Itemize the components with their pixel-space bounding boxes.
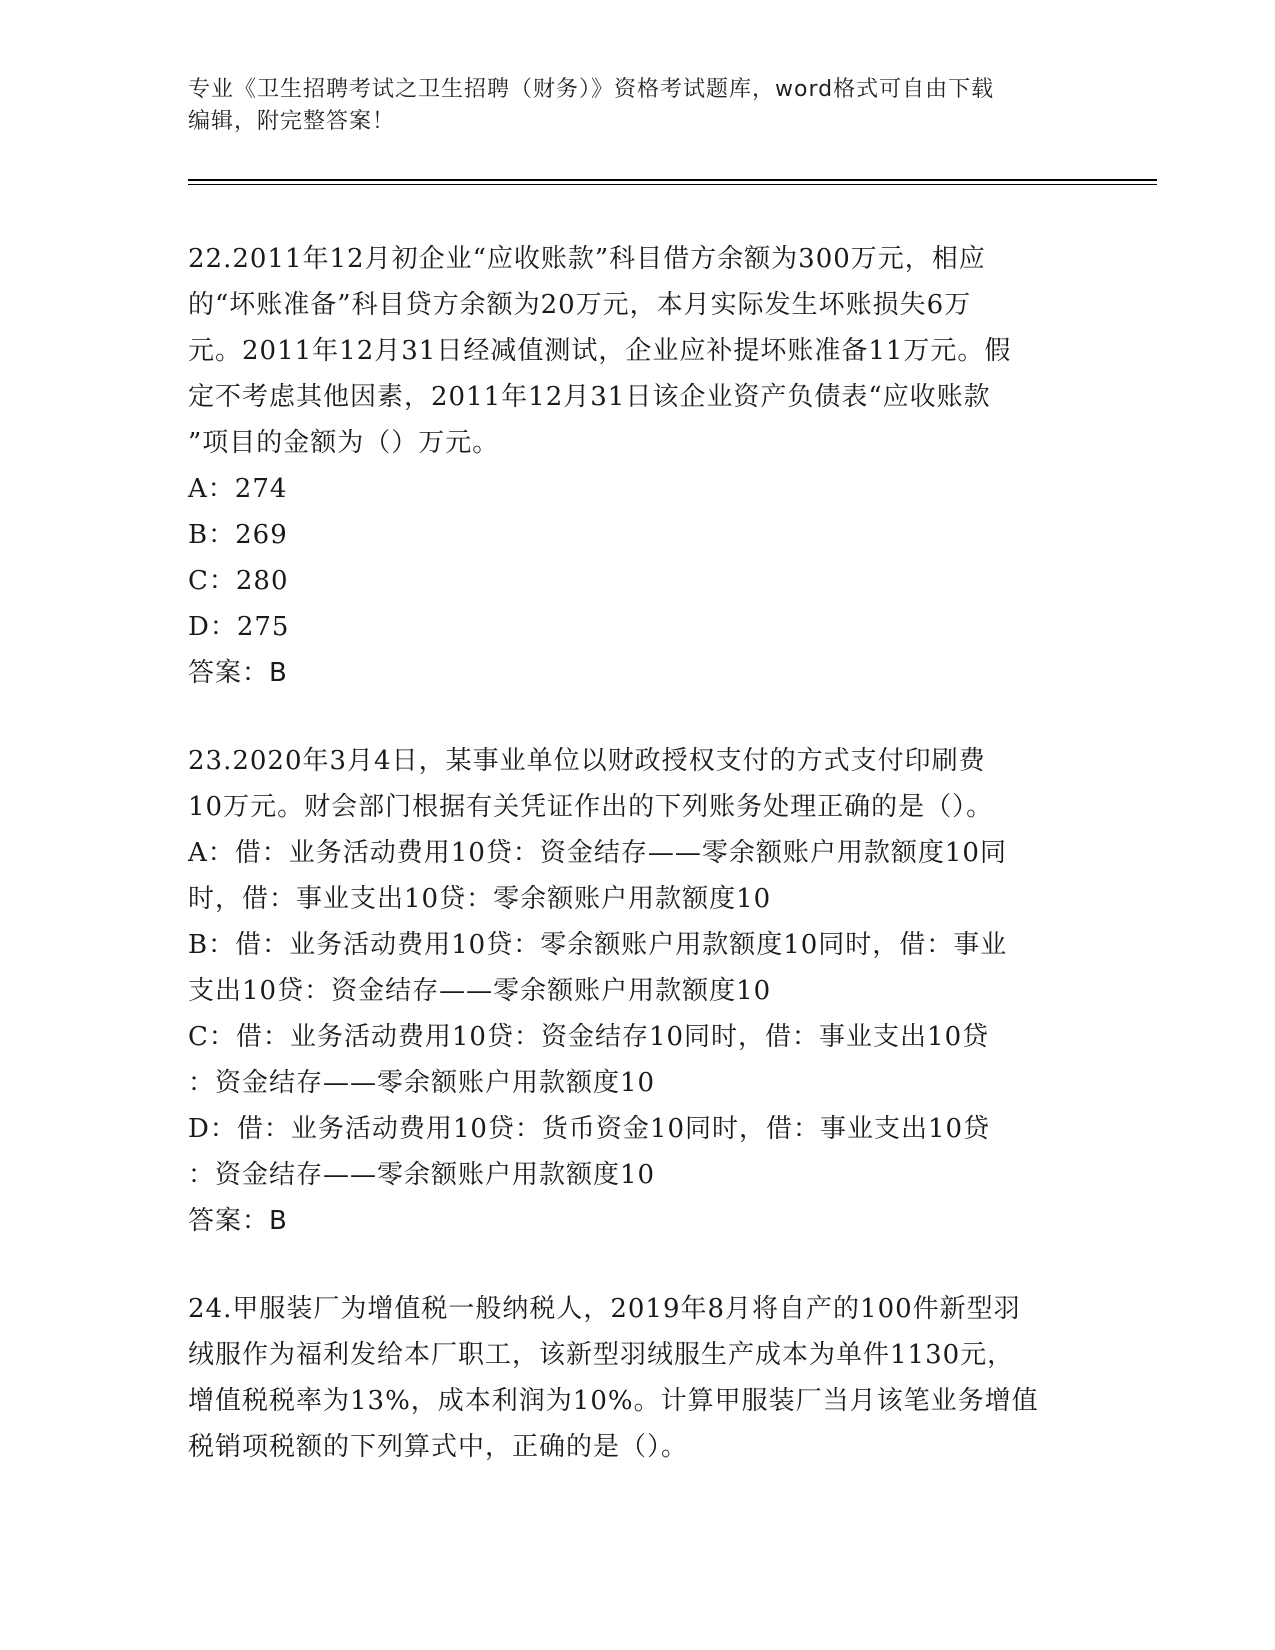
stem-line: 的“坏账准备”科目贷方余额为20万元，本月实际发生坏账损失6万: [188, 290, 972, 320]
stem-line: ”项目的金额为（）万元。: [188, 428, 500, 458]
stem-line: 绒服作为福利发给本厂职工，该新型羽绒服生产成本为单件1130元，: [188, 1340, 1015, 1370]
stem-line: 元。2011年12月31日经减值测试，企业应补提坏账准备11万元。假: [188, 336, 1012, 366]
header-divider-thin: [188, 184, 1157, 185]
stem-line: 定不考虑其他因素，2011年12月31日该企业资产负债表“应收账款: [188, 382, 991, 412]
option-a: A：274: [188, 474, 288, 504]
option-d-line-2: ：资金结存——零余额账户用款额度10: [188, 1160, 656, 1190]
option-c: C：280: [188, 566, 289, 596]
option-d-line-1: D：借：业务活动费用10贷：货币资金10同时，借：事业支出10贷: [188, 1114, 991, 1144]
header-divider-thick: [188, 179, 1157, 181]
answer-text: 答案：B: [188, 658, 288, 688]
document-header: [188, 74, 1088, 138]
question-24: [188, 1286, 1088, 1470]
question-stem: [188, 738, 1088, 830]
header-line-2: 编辑，附完整答案！: [188, 109, 396, 134]
question-22: [188, 236, 1088, 696]
stem-line: 10万元。财会部门根据有关凭证作出的下列账务处理正确的是（）。: [188, 792, 994, 822]
option-d: D：275: [188, 612, 290, 642]
option-a-line-2: 时，借：事业支出10贷：零余额账户用款额度10: [188, 884, 772, 914]
option-c-line-1: C：借：业务活动费用10贷：资金结存10同时，借：事业支出10贷: [188, 1022, 990, 1052]
option-a-line-1: A：借：业务活动费用10贷：资金结存——零余额账户用款额度10同: [188, 838, 1007, 868]
stem-line: 24.甲服装厂为增值税一般纳税人，2019年8月将自产的100件新型羽: [188, 1294, 1021, 1324]
answer-text: 答案：B: [188, 1206, 288, 1236]
option-b: B：269: [188, 520, 288, 550]
stem-line: 税销项税额的下列算式中，正确的是（）。: [188, 1432, 689, 1462]
question-stem: [188, 1286, 1088, 1470]
question-23: [188, 738, 1088, 1244]
option-b-line-1: B：借：业务活动费用10贷：零余额账户用款额度10同时，借：事业: [188, 930, 1008, 960]
header-line-1: 专业《卫生招聘考试之卫生招聘（财务）》资格考试题库，word格式可自由下载: [188, 77, 995, 102]
question-stem: [188, 236, 1088, 466]
option-b-line-2: 支出10贷：资金结存——零余额账户用款额度10: [188, 976, 772, 1006]
stem-line: 增值税税率为13%，成本利润为10%。计算甲服装厂当月该笔业务增值: [188, 1386, 1039, 1416]
stem-line: 23.2020年3月4日，某事业单位以财政授权支付的方式支付印刷费: [188, 746, 986, 776]
option-c-line-2: ：资金结存——零余额账户用款额度10: [188, 1068, 656, 1098]
stem-line: 22.2011年12月初企业“应收账款”科目借方余额为300万元，相应: [188, 244, 986, 274]
